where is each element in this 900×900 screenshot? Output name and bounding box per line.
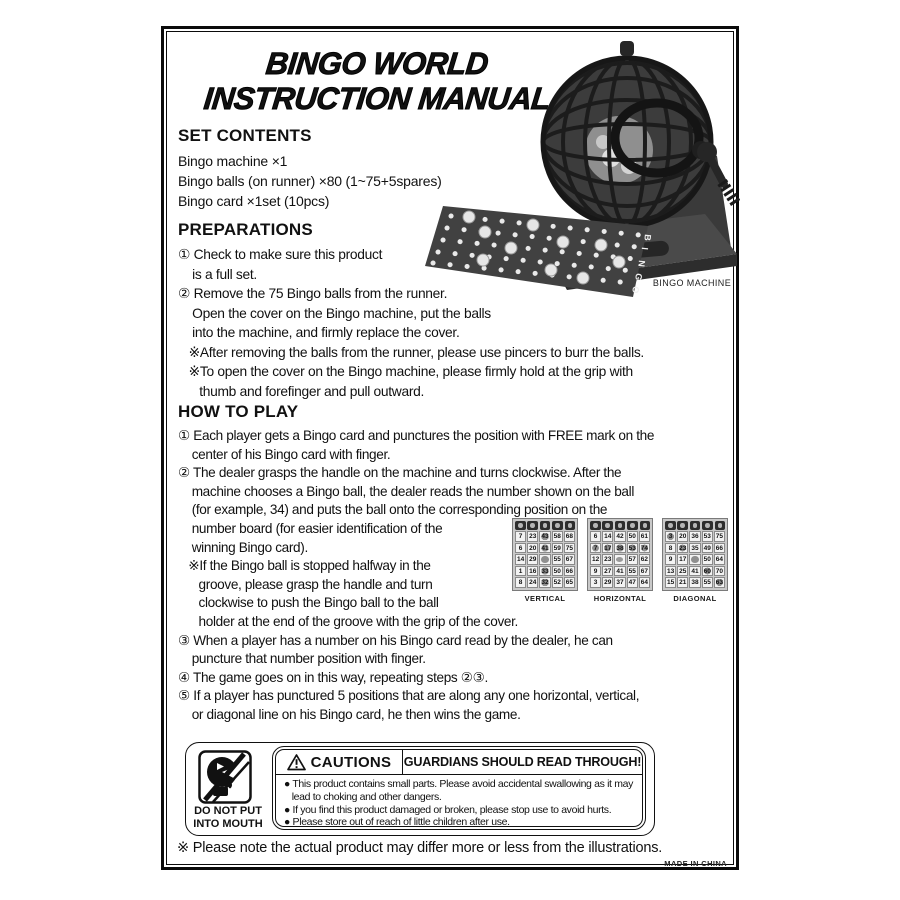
card-cell: 49: [703, 544, 711, 552]
card-header-icon: [552, 521, 563, 530]
bingo-card: [662, 518, 728, 603]
card-cell: 70: [715, 567, 723, 575]
card-cell: 9: [590, 566, 601, 577]
text-line: ① Check to make sure this product: [178, 247, 383, 262]
text-line: thumb and forefinger and pull outward.: [178, 383, 425, 399]
cautions-title-cell: [276, 750, 403, 774]
card-cell: 41: [691, 567, 699, 575]
text-line: Open the cover on the Bingo machine, put the balls: [178, 305, 491, 321]
card-cell: 61: [640, 533, 648, 540]
svg-text:B: B: [642, 233, 653, 242]
text-line: is a full set.: [178, 266, 257, 282]
card-cell: 67: [565, 556, 573, 563]
text-line: machine chooses a Bingo ball, the dealer reads the number shown on the ball: [178, 483, 634, 499]
text-line: Bingo machine ×1: [178, 153, 288, 169]
card-cell: 60: [703, 567, 711, 575]
card-header-icon: [690, 521, 701, 530]
text-line: holder at the end of the groove with the grip of the cover.: [178, 613, 518, 629]
card-cell: 50: [628, 533, 636, 540]
text-line: ● If you find this product damaged or broken, please stop use to avoid hurts.: [284, 803, 612, 816]
text-line: winning Bingo card).: [178, 539, 308, 555]
text-line: clockwise to push the Bingo ball to the ball: [178, 595, 439, 611]
text-line: or diagonal line on his Bingo card, he then wins the game.: [178, 706, 521, 722]
cautions-bullet-list: [276, 775, 642, 827]
machine-caption: BINGO MACHINE: [652, 278, 732, 288]
card-cell: 55: [553, 556, 561, 563]
svg-text:I: I: [639, 246, 650, 251]
card-header-icon: [640, 521, 651, 530]
manual-page-inner-border: [166, 31, 734, 868]
text-line: into the machine, and firmly replace the cover.: [178, 325, 460, 340]
text-line: ※To open the cover on the Bingo machine, please firmly hold at the grip with: [178, 364, 633, 379]
card-cell: 36: [691, 533, 699, 540]
card-cell: 57: [628, 556, 636, 563]
card-cell: 32: [541, 579, 549, 586]
card-header-icon: [527, 521, 538, 530]
text-line: lead to choking and other dangers.: [284, 790, 442, 803]
card-cell: 17: [679, 556, 687, 563]
card-cell: 38: [691, 579, 699, 586]
card-cell: [539, 554, 550, 565]
text-line: ※After removing the balls from the runner, please use pincers to burr the balls.: [178, 344, 644, 360]
card-header-icon: [665, 521, 676, 530]
card-cell: 23: [679, 544, 687, 552]
text-line: DO NOT PUT: [194, 805, 262, 817]
footer-note: ※ Please note the actual product may differ more or less from the illustrations.: [177, 840, 663, 856]
text-line: (for example, 34) and puts the ball onto the corresponding position on the: [178, 502, 608, 518]
card-cell: 41: [541, 544, 549, 552]
card-header-icon: [602, 521, 613, 530]
card-cell: 43: [541, 533, 549, 540]
card-cell: 42: [616, 533, 624, 540]
card-header-icon: [715, 521, 726, 530]
set-contents-heading: SET CONTENTS: [178, 126, 312, 145]
card-cell: [614, 554, 625, 565]
card-cell: 47: [628, 579, 636, 586]
card-cell: 17: [604, 544, 612, 552]
preparations-heading: PREPARATIONS: [178, 220, 313, 239]
text-line: ① Each player gets a Bingo card and punctures the position with FREE mark on the: [178, 428, 655, 443]
card-cell: 75: [565, 544, 573, 552]
section-preparations: [178, 220, 644, 401]
card-cell: 9: [665, 554, 676, 565]
card-cell: 41: [616, 567, 624, 575]
page-title: [177, 46, 577, 116]
manual-page: [161, 26, 739, 870]
card-header-icon: [540, 521, 551, 530]
text-line: ② Remove the 75 Bingo balls from the runner.: [178, 286, 448, 301]
svg-text:O: O: [630, 285, 641, 294]
card-cell: 3: [590, 577, 601, 588]
card-cell: 55: [628, 567, 636, 575]
do-not-put-into-mouth-icon: [198, 750, 252, 804]
text-line: ● This product contains small parts. Please avoid accidental swallowing as it may: [284, 778, 633, 790]
card-cell: 20: [529, 544, 537, 552]
section-set-contents: [178, 126, 442, 211]
card-cell: 53: [628, 544, 636, 552]
caution-panel: [185, 742, 655, 836]
card-cell: 63: [715, 579, 723, 586]
card-header-icon: [515, 521, 526, 530]
card-cell: 14: [604, 533, 612, 540]
text-line: ③ When a player has a number on his Bingo card read by the dealer, he can: [178, 632, 613, 648]
card-cell: 50: [553, 567, 561, 575]
card-pattern-label: VERTICAL: [524, 593, 566, 603]
card-pattern-label: HORIZONTAL: [593, 593, 647, 603]
card-cell: 24: [529, 579, 537, 586]
text-line: groove, please grasp the handle and turn: [178, 576, 433, 592]
card-cell: 27: [604, 567, 612, 575]
text-line: center of his Bingo card with finger.: [178, 446, 391, 462]
card-cell: 21: [679, 579, 687, 586]
card-cell: [689, 554, 700, 565]
bingo-card: [587, 518, 653, 603]
text-line: ● Please store out of reach of little children after use.: [284, 816, 510, 827]
card-cell: 50: [703, 556, 711, 563]
card-cell: 20: [679, 533, 687, 540]
card-cell: 38: [616, 544, 624, 552]
title-line-1: BINGO WORLD: [264, 46, 490, 81]
text-line: Bingo card ×1set (10pcs): [178, 193, 330, 209]
card-cell: 3: [665, 531, 676, 542]
card-cell: 66: [715, 544, 723, 552]
card-header-icon: [627, 521, 638, 530]
card-cell: 15: [666, 579, 675, 586]
card-cell: 37: [616, 579, 624, 586]
cautions-subtitle: GUARDIANS SHOULD READ THROUGH!: [403, 755, 642, 769]
card-header-icon: [565, 521, 576, 530]
card-cell: 7: [590, 543, 601, 554]
card-cell: 23: [529, 533, 537, 540]
warning-triangle-icon: [287, 754, 306, 771]
card-cell: 68: [565, 533, 573, 540]
title-line-2: INSTRUCTION MANUAL: [202, 81, 552, 116]
card-cell: 29: [529, 556, 537, 563]
card-cell: 64: [640, 579, 648, 586]
card-header-icon: [677, 521, 688, 530]
card-cell: 33: [541, 567, 549, 575]
card-cell: 58: [553, 533, 561, 540]
card-cell: 1: [515, 566, 526, 577]
card-cell: 16: [529, 567, 537, 575]
svg-text:G: G: [633, 272, 644, 281]
card-header-icon: [590, 521, 601, 530]
preparations-steps: [178, 245, 644, 401]
card-cell: 66: [565, 567, 573, 575]
text-line: ※If the Bingo ball is stopped halfway in the: [178, 558, 431, 574]
text-line: INTO MOUTH: [193, 817, 263, 830]
text-line: Bingo balls (on runner) ×80 (1~75+5spares): [178, 173, 442, 189]
card-cell: 64: [715, 556, 723, 563]
winning-pattern-cards: [512, 518, 728, 603]
how-to-play-heading: HOW TO PLAY: [178, 402, 299, 421]
card-cell: 7: [515, 531, 526, 542]
card-cell: 12: [591, 556, 600, 563]
cautions-header: [276, 750, 642, 775]
bingo-card: [512, 518, 578, 603]
card-cell: 23: [604, 556, 612, 563]
text-line: ② The dealer grasps the handle on the machine and turns clockwise. After the: [178, 465, 622, 481]
set-contents-items: [178, 151, 442, 211]
card-header-icon: [702, 521, 713, 530]
card-cell: 75: [715, 533, 723, 540]
made-in-label: MADE IN CHINA: [664, 859, 727, 868]
card-cell: 8: [515, 577, 526, 588]
card-cell: 59: [553, 544, 561, 552]
card-cell: 35: [691, 544, 699, 552]
card-cell: 67: [640, 567, 648, 575]
cautions-title: CAUTIONS: [310, 753, 392, 771]
text-line: puncture that number position with finger.: [178, 651, 426, 667]
card-header-icon: [615, 521, 626, 530]
card-cell: 74: [640, 544, 648, 552]
card-cell: 62: [640, 556, 648, 563]
card-cell: 6: [590, 531, 601, 542]
card-cell: 8: [665, 543, 676, 554]
card-cell: 14: [516, 556, 525, 563]
card-cell: 25: [679, 567, 687, 575]
card-cell: 13: [666, 567, 675, 575]
text-line: ⑤ If a player has punctured 5 positions that are along any one horizontal, vertical,: [178, 688, 640, 704]
card-cell: 29: [604, 579, 612, 586]
cautions-box: [272, 746, 646, 830]
text-line: ④ The game goes on in this way, repeating steps ②③.: [178, 669, 488, 685]
card-cell: 53: [703, 533, 711, 540]
card-cell: 65: [565, 579, 573, 586]
card-pattern-label: DIAGONAL: [673, 593, 717, 603]
card-cell: 55: [703, 579, 711, 586]
card-cell: 6: [515, 543, 526, 554]
card-cell: 52: [553, 579, 561, 586]
svg-text:N: N: [636, 259, 647, 268]
text-line: number board (for easier identification of the: [178, 520, 443, 536]
do-not-put-into-mouth-label: [186, 805, 270, 830]
